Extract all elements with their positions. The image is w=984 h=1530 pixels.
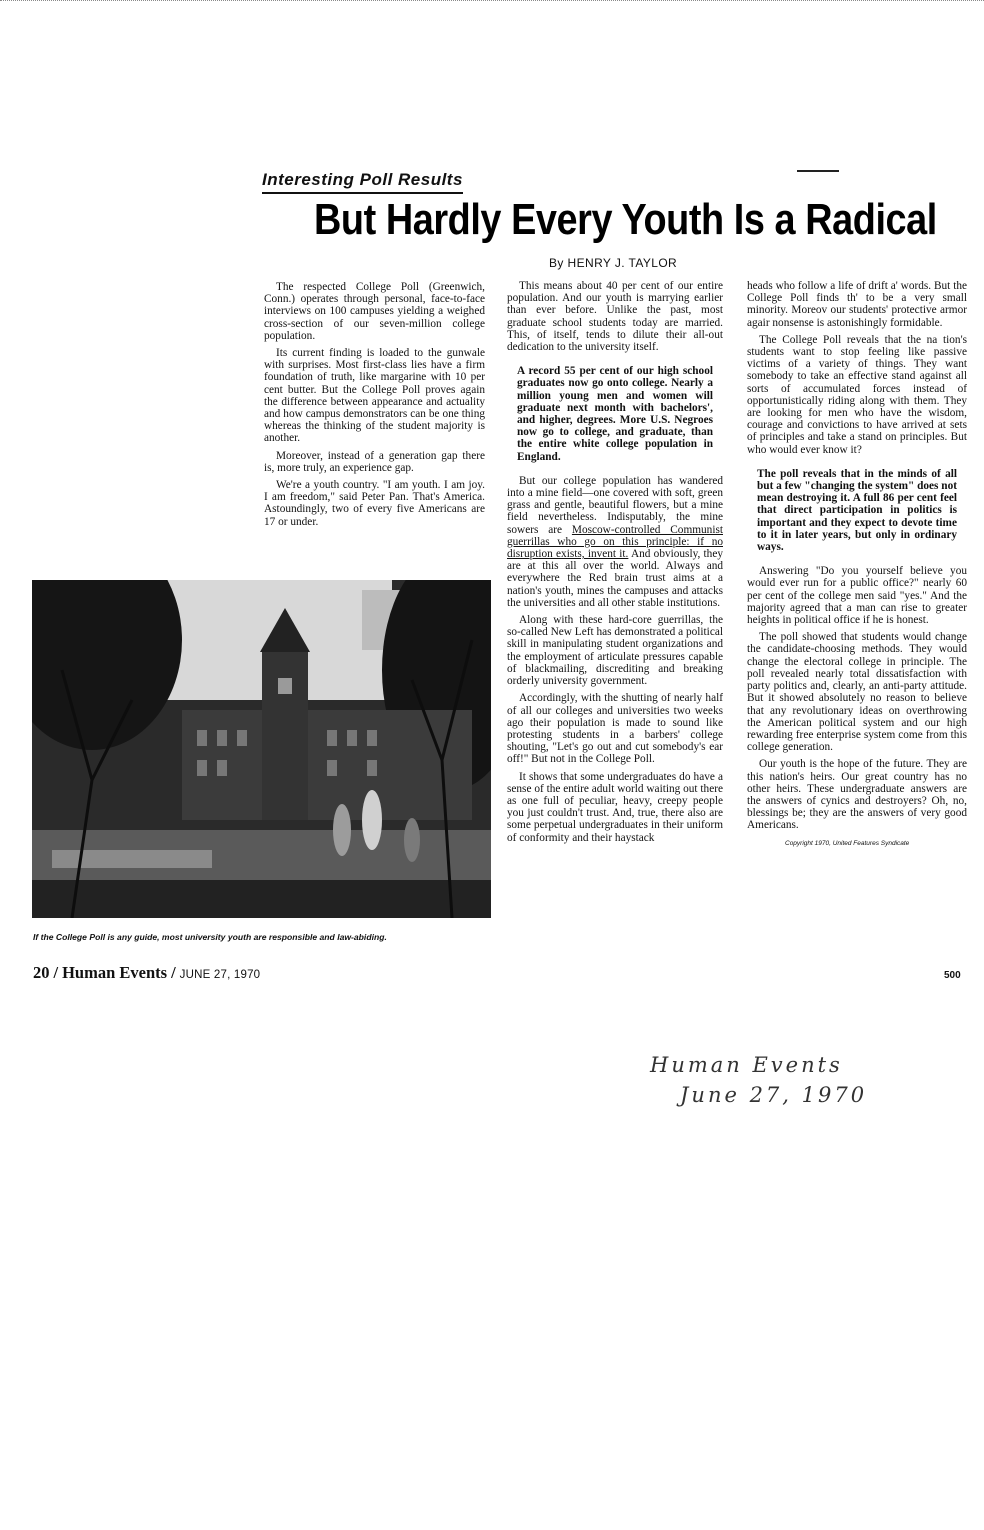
page-reference-number: 500 bbox=[944, 970, 961, 981]
footer-separator: / bbox=[171, 963, 176, 982]
paragraph: The respected College Poll (Greenwich, Conn.) operates through personal, face-to-face interviews on 100 campuses yielding a weighed cross-section of our seven-million college population. bbox=[264, 281, 485, 342]
copyright-notice: Copyright 1970, United Features Syndicate bbox=[785, 839, 910, 847]
article-kicker: Interesting Poll Results bbox=[262, 170, 463, 194]
article-column-1 bbox=[264, 281, 485, 577]
article-column-3 bbox=[747, 280, 967, 950]
paragraph: Its current finding is loaded to the gunwale with surprises. Most first-class lies have a firm foundation of truth, like margarine with 10 per cent butter. But the College Poll proves again the difference between appearance and actuality and how campus demonstrators can be one thing whereas the thinking of the student majority is another. bbox=[264, 347, 485, 445]
article-column-2 bbox=[507, 280, 723, 980]
paragraph: Answering "Do you yourself believe you would ever run for a public office?" nearly 60 per cent of the college men said "yes." And the majority agreed that a man can rise to greater heights in political office if he is honest. bbox=[747, 565, 967, 627]
paragraph: The poll showed that students would change the candidate-choosing methods. They would change the electoral college in principle. The poll revealed nearly total dissatisfaction with party politics and, clearly, an anti-party attitude. But it showed absolutely no reason to believe that any revolutionary ideas on overthrowing the American political system and our high rewarding free enterprise system come from this college generation. bbox=[747, 631, 967, 754]
paragraph: We're a youth country. "I am youth. I am joy. I am freedom," said Peter Pan. That's America. Astoundingly, two of every five Americans are 17 or under. bbox=[264, 479, 485, 528]
handwritten-line-2: June 27, 1970 bbox=[680, 1083, 868, 1107]
top-dotted-border bbox=[0, 0, 984, 1]
paragraph: This means about 40 per cent of our entire population. And our youth is marrying earlier than ever before. Unlike the past, most graduate school students today are married. This, of itself, tends to dilute their all-out dedication to the university itself. bbox=[507, 280, 723, 354]
article-byline: By HENRY J. TAYLOR bbox=[549, 256, 678, 270]
handwritten-annotation bbox=[650, 1050, 880, 1110]
paragraph: Along with these hard-core guerrillas, the so-called New Left has demonstrated a political skill in manipulating student organizations and the employment of articulate pressures capable of blackmailing, discrediting and breaking orderly university government. bbox=[507, 614, 723, 688]
paragraph: Accordingly, with the shutting of nearly half of all our colleges and universities two weeks ago their population is made to sound like protesting students in a barbers' college shouting, "Let's go out and cut somebody's ear off!" But not in the College Poll. bbox=[507, 692, 723, 766]
paragraph: Our youth is the hope of the future. They are this nation's heirs. Our great country has no other heirs. These undergraduate answers are the answers of cynics and destroyers? Oh, no, blessings be; they are the answers of very good Americans. bbox=[747, 758, 967, 832]
issue-date: JUNE 27, 1970 bbox=[179, 969, 261, 981]
decorative-rule bbox=[797, 170, 839, 172]
underlined-passage: Moscow-controlled Communist guerrillas who go on this principle: if no disruption exists, invent it. bbox=[507, 523, 723, 561]
article-headline: But Hardly Every Youth Is a Radical bbox=[314, 195, 937, 244]
campus-photo bbox=[32, 580, 491, 918]
paragraph: The College Poll reveals that the na tion's students want to stop feeling like passive victims of a variety of things. They want somebody to take an effective stand against all sorts of accumulated forces instead of opportunistically riding along with them. They are looking for men who have the wisdom, courage and convictions to have arrived at sets of principles and take a stand on principles. But who would ever know it? bbox=[747, 333, 967, 456]
photo-caption: If the College Poll is any guide, most university youth are responsible and law-abiding. bbox=[33, 932, 387, 942]
handwritten-line-1: Human Events bbox=[650, 1053, 843, 1077]
publication-name: Human Events bbox=[62, 963, 168, 982]
paragraph-text: And obviously, they are at this all over the world. Always and everywhere the Red brain trust aims at a nation's youth, mines the campuses and attacks the universities and all other stable institutions. bbox=[507, 548, 723, 609]
pull-quote: A record 55 per cent of our high school graduates now go onto college. Nearly a million young men and women will graduate next month with bachelors', and higher, degrees. More U.S. Negroes now go to college, and graduate, than the entire white college population in England. bbox=[517, 365, 713, 463]
paragraph: Moreover, instead of a generation gap there is, more truly, an experience gap. bbox=[264, 449, 485, 474]
page-footer bbox=[33, 963, 260, 983]
paragraph: heads who follow a life of drift a' words. But the College Poll finds th' to be a very small minority. Moreov our students' protective armor agair nonsense is astonishingly formidable. bbox=[747, 280, 967, 329]
campus-photo-illustration bbox=[32, 580, 491, 918]
paragraph bbox=[507, 475, 723, 609]
paragraph: It shows that some undergraduates do have a sense of the entire adult world waiting out there as one full of peculiar, heavy, creepy people you just couldn't trust. And, true, there also are some perpetual undergraduates in their uniform of conformity and their haystack bbox=[507, 770, 723, 844]
page-number: 20 bbox=[33, 963, 50, 982]
paragraph-text: But our college population has wandered into a mine field—one covered with soft, green grass and gentle, beautiful flowers, but a mine field nevertheless. Indisputably, the mine sowers are bbox=[507, 474, 723, 536]
footer-separator: / bbox=[53, 963, 59, 982]
pull-quote: The poll reveals that in the minds of all but a few "changing the system" does not mean destroying it. A full 86 per cent feel that direct participation in politics is important and they expect to devote time to it in later years, but only in ordinary ways. bbox=[757, 467, 957, 554]
